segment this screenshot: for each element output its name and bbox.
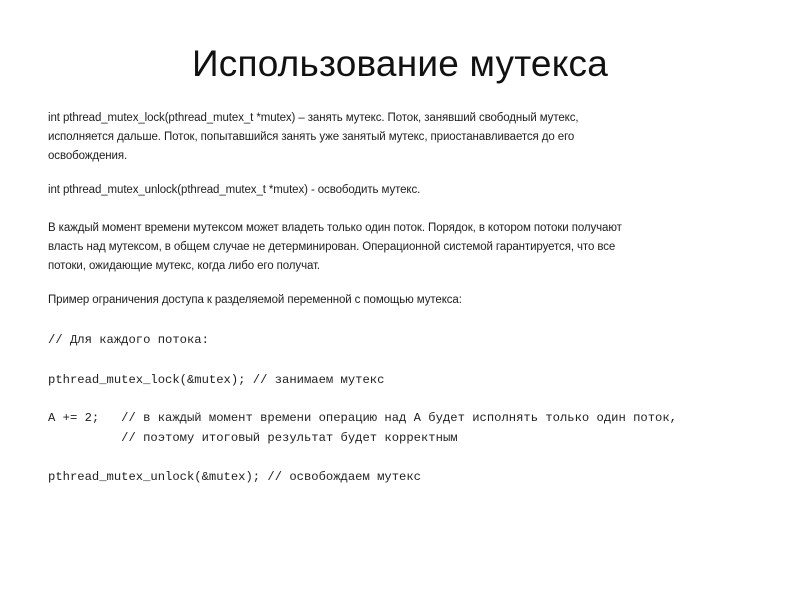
text-line: В каждый момент времени мутексом может владеть только один поток. Порядок, в котором потоки получают xyxy=(48,222,622,234)
paragraph-ownership xyxy=(48,219,760,276)
code-op-line-2: // поэтому итоговый результат будет корректным xyxy=(48,431,458,445)
paragraph-mutex-unlock xyxy=(48,181,760,200)
text-line: освобождения. xyxy=(48,150,128,162)
text-line: власть над мутексом, в общем случае не детерминирован. Операционной системой гарантируется, что все xyxy=(48,241,616,253)
code-comment-header: // Для каждого потока: xyxy=(48,333,209,347)
text-line: int pthread_mutex_lock(pthread_mutex_t *mutex) – занять мутекс. Поток, занявший свободный мутекс, xyxy=(48,112,579,124)
paragraph-example-intro xyxy=(48,291,760,310)
text-line: исполняется дальше. Поток, попытавшийся занять уже занятый мутекс, приостанавливается до его xyxy=(48,131,575,143)
paragraph-mutex-lock xyxy=(48,109,760,166)
code-lock-line: pthread_mutex_lock(&mutex); // занимаем мутекс xyxy=(48,373,385,387)
code-unlock-line: pthread_mutex_unlock(&mutex); // освобождаем мутекс xyxy=(48,470,421,484)
code-op-line-1: A += 2; // в каждый момент времени операцию над A будет исполнять только один поток, xyxy=(48,411,677,425)
text-line: потоки, ожидающие мутекс, когда либо его получат. xyxy=(48,260,320,272)
text-line: Пример ограничения доступа к разделяемой переменной с помощью мутекса: xyxy=(48,294,462,306)
text-line: int pthread_mutex_unlock(pthread_mutex_t *mutex) - освободить мутекс. xyxy=(48,184,421,196)
slide-title: Использование мутекса xyxy=(191,43,608,84)
